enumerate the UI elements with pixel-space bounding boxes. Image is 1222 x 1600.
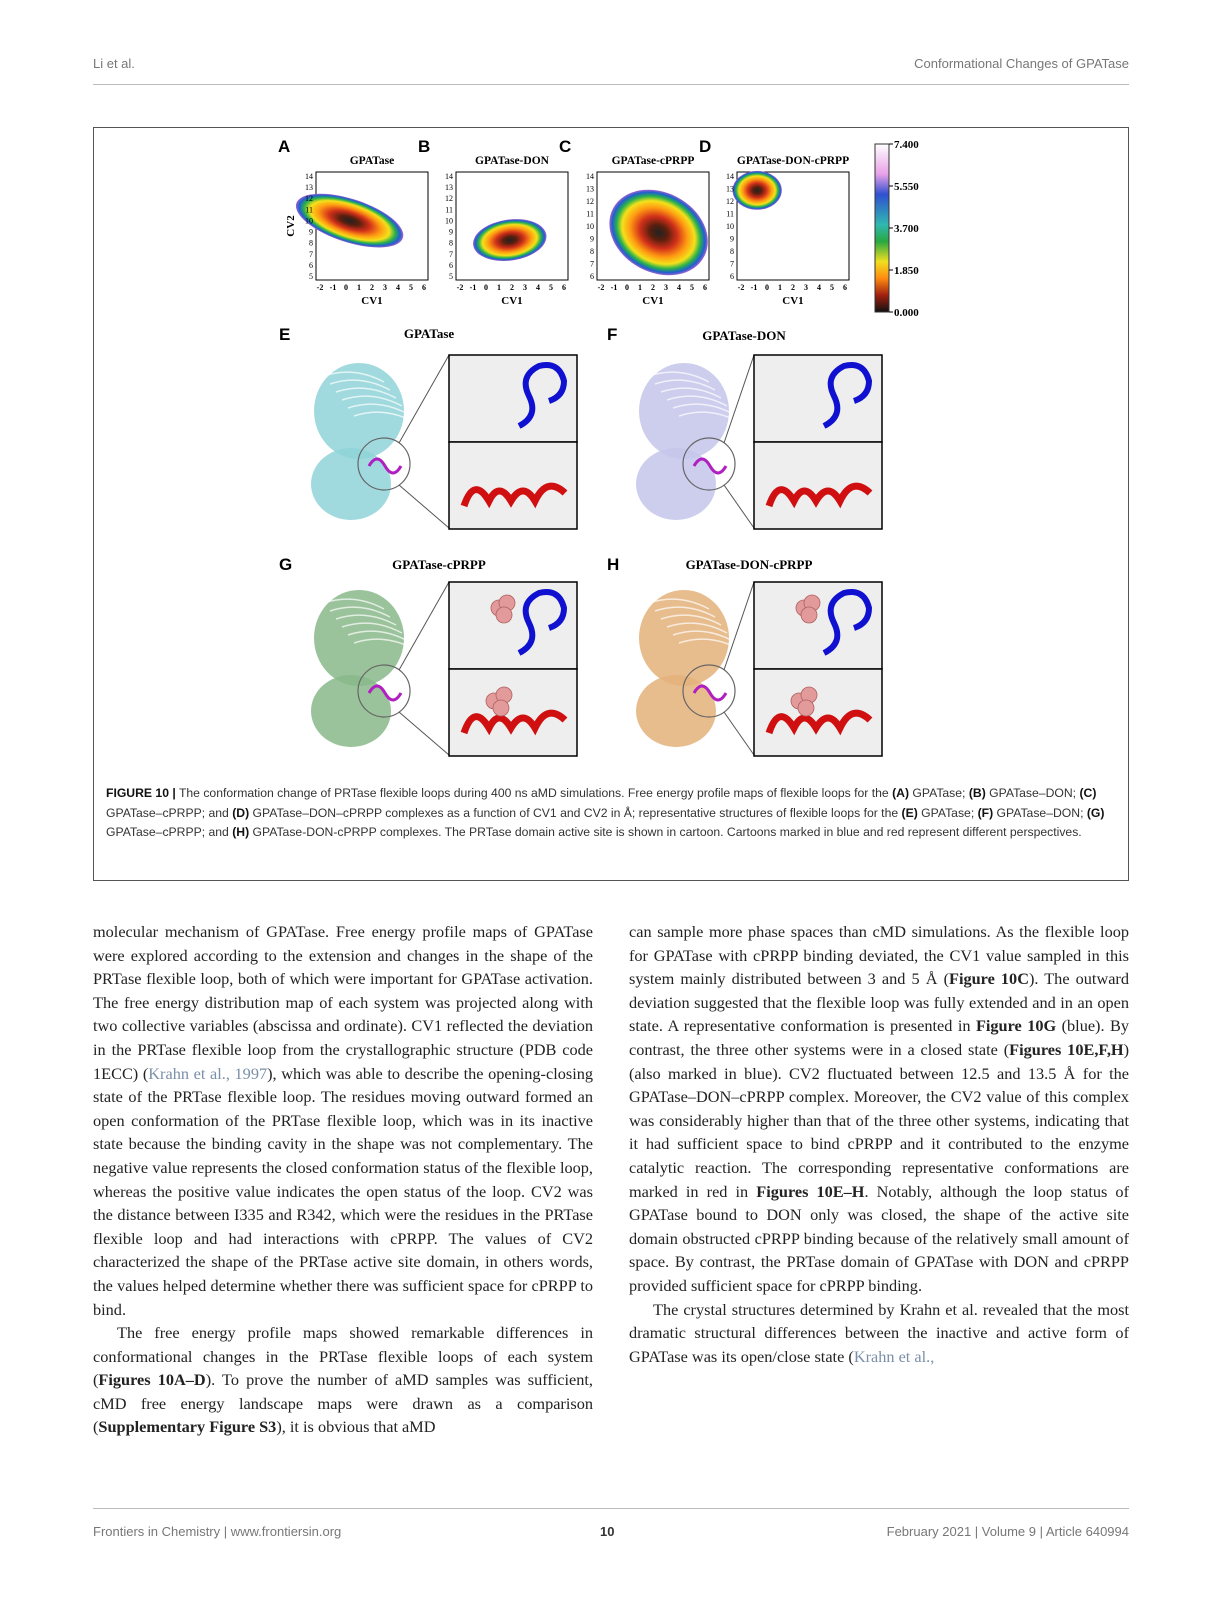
colorbar-tick-label: 1.850 [894,265,919,277]
y-tick-label: 11 [445,205,453,215]
inset-blue [754,355,882,442]
y-tick-label: 6 [309,260,313,270]
body-column-left [93,920,593,1439]
y-tick-label: 12 [586,197,594,206]
structure-panel-h [607,555,882,756]
x-tick-label: 0 [484,283,488,292]
y-tick-label: 14 [305,172,313,181]
ligand-sphere [798,700,814,716]
protein-cartoon [636,590,739,747]
fe-panel-d [699,137,849,307]
structure-panel-f [607,325,882,529]
y-tick-label: 13 [726,184,734,194]
y-tick-label: 11 [305,205,313,215]
x-tick-label: 1 [778,283,782,292]
figure-caption: FIGURE 10 | The conformation change of PRTase flexible loops during 400 ns aMD simulations. Free energy profile maps of flexible loops for the (A) GPATase; (B) GPATase–DON; (C) GPATase–cPRPP; and (D) GPATase–DON–cPRPP complexes as a function of CV1 and CV2 in Å; representative structures of flexible loops for the (E) GPATase; (F) GPATase–DON; (G) GPATase–cPRPP; and (H) GPATase-DON-cPRPP complexes. The PRTase domain active site is shown in cartoon. Cartoons marked in blue and red represent different perspectives. [106,786,1105,839]
citation-link[interactable]: Krahn et al., 1997 [148,1063,268,1083]
figure-ref[interactable]: Figures 10E–H [756,1181,865,1201]
structure-panel-g [279,555,577,756]
x-tick-label: 4 [677,283,681,292]
y-tick-label: 14 [586,172,594,181]
y-tick-label: 10 [586,222,594,231]
x-axis-label: CV1 [361,295,383,307]
protein-cartoon [311,363,414,520]
inset-blue [449,582,577,669]
figure-ref[interactable]: Figure 10G [975,1016,1057,1036]
panel-title: GPATase [349,155,395,167]
y-tick-label: 8 [309,238,313,248]
y-tick-label: 8 [730,247,734,256]
x-tick-label: 6 [422,283,426,292]
x-axis-label: CV1 [501,295,523,307]
x-tick-label: -1 [469,283,477,292]
panel-title: GPATase [403,326,455,341]
x-tick-label: 3 [523,283,527,292]
y-tick-label: 8 [590,247,594,256]
colorbar-tick-label: 5.550 [894,181,919,193]
ligand-sphere [801,607,817,623]
y-tick-label: 8 [449,238,453,248]
panel-letter: E [279,325,291,344]
paragraph: The free energy profile maps showed remarkable differences in conformational changes in the PRTase flexible loops of each system (Figures 10A–D). To prove the number of aMD samples was sufficient, cMD free energy landscape maps were drawn as a comparison (Supplementary Figure S3), it is obvious that aMD [93,1323,594,1437]
colorbar-tick-label: 3.700 [894,223,919,235]
x-tick-label: 2 [510,283,514,292]
y-tick-label: 6 [590,272,594,281]
x-tick-label: 4 [817,283,821,292]
x-tick-label: 1 [497,283,501,292]
x-tick-label: -1 [610,283,618,292]
y-tick-label: 12 [305,194,313,204]
y-tick-label: 11 [586,209,594,219]
energy-basin [733,171,782,210]
figure-10-graphic [94,128,1130,778]
panel-title: GPATase-DON-cPRPP [736,155,850,167]
caption-label: FIGURE 10 | [106,786,176,800]
x-tick-label: 0 [765,283,769,292]
panel-letter: G [279,555,293,574]
x-tick-label: 3 [383,283,387,292]
x-tick-label: 4 [536,283,540,292]
y-tick-label: 10 [726,222,734,231]
colorbar [875,144,889,312]
inset-red [754,669,882,756]
y-tick-label: 12 [445,194,453,204]
x-tick-label: 2 [370,283,374,292]
panel-title: GPATase-DON [475,155,549,167]
x-axis-label: CV1 [782,295,804,307]
body-column-right [629,920,1129,1368]
x-tick-label: 4 [396,283,400,292]
x-tick-label: 6 [562,283,566,292]
y-tick-label: 7 [449,249,453,259]
x-tick-label: 2 [791,283,795,292]
x-tick-label: 6 [703,283,707,292]
colorbar-tick-label: 0.000 [894,307,919,319]
y-tick-label: 7 [309,249,313,259]
x-tick-label: 5 [409,283,413,292]
inset-blue [449,355,577,442]
footer-rule [93,1508,1129,1509]
x-tick-label: -1 [329,283,337,292]
x-tick-label: -2 [597,283,605,292]
y-tick-label: 10 [445,216,453,226]
inset-blue [754,582,882,669]
figure-ref[interactable]: Supplementary Figure S3 [98,1417,277,1437]
panel-letter: H [607,555,620,574]
y-tick-label: 13 [445,183,453,193]
ligand-sphere [493,700,509,716]
y-tick-label: 6 [730,272,734,281]
y-tick-label: 6 [449,260,453,270]
panel-letter: D [699,137,712,156]
paragraph: The crystal structures determined by Krahn et al. revealed that the most dramatic structural differences between the inactive and active form of GPATase was its open/close state (Krahn et al., [629,1299,1129,1366]
x-tick-label: 1 [357,283,361,292]
x-tick-label: 3 [804,283,808,292]
y-tick-label: 9 [309,227,313,237]
x-tick-label: -2 [737,283,745,292]
panel-letter: C [559,137,572,156]
colorbar-tick-label: 7.400 [894,139,919,151]
fe-panel-a [278,137,431,307]
y-tick-label: 5 [449,272,453,281]
footer-issue: February 2021 | Volume 9 | Article 640994 [886,1524,1129,1539]
x-tick-label: 0 [344,283,348,292]
y-tick-label: 14 [445,172,453,181]
panel-title: GPATase-cPRPP [611,155,695,167]
figure-ref[interactable]: Figures 10E,F,H [1009,1039,1124,1059]
fe-panel-c [559,137,723,307]
ligand-sphere [496,607,512,623]
y-tick-label: 9 [449,227,453,237]
panel-letter: B [418,137,431,156]
x-tick-label: -2 [456,283,464,292]
paragraph: can sample more phase spaces than cMD simulations. As the flexible loop for GPATase with cPRPP binding deviated, the CV1 value sampled in this system mainly distributed between 3 and 5 Å (Figure 10C). The outward deviation suggested that the flexible loop was fully extended and in an open state. A representative conformation is presented in Figure 10G (blue). By contrast, the three other systems were in a closed state (Figures 10E,F,H) (also marked in blue). CV2 fluctuated between 12.5 and 13.5 Å for the GPATase–DON–cPRPP complex. Moreover, the CV2 value of this complex was considerably higher than that of the three other systems, indicating that it had sufficient space to bind cPRPP and it contributed to the enzyme catalytic reaction. The corresponding representative conformations are marked in red in Figures 10E–H. Notably, although the loop status of GPATase bound to DON only was closed, the shape of the active site domain obstructed cPRPP binding because of the relatively small amount of space. By contrast, the PRTase domain of GPATase with DON and cPRPP provided sufficient space for cPRPP binding. [629,922,1130,1295]
y-tick-label: 5 [309,272,313,281]
x-tick-label: -1 [750,283,758,292]
panel-title: GPATase-DON [702,328,786,343]
x-tick-label: 1 [638,283,642,292]
x-tick-label: 0 [625,283,629,292]
protein-cartoon [636,363,739,520]
figure-ref[interactable]: Figures 10A–D [98,1370,206,1390]
x-tick-label: 6 [843,283,847,292]
panel-title: GPATase-DON-cPRPP [685,557,813,572]
x-tick-label: 5 [549,283,553,292]
y-tick-label: 9 [590,234,594,244]
structure-panel-e [279,325,577,529]
running-head-title: Conformational Changes of GPATase [914,56,1129,71]
paragraph: molecular mechanism of GPATase. Free energy profile maps of GPATase were explored according to the extension and changes in the shape of the PRTase flexible loop, both of which were important for GPATase activation. The free energy distribution map of each system was projected along with two collective variables (abscissa and ordinate). CV1 reflected the deviation in the PRTase flexible loop from the crystallographic structure (PDB code 1ECC) (Krahn et al., 1997), which was able to describe the opening-closing state of the PRTase flexible loop. The residues moving outward formed an open conformation of the PRTase flexible loop, which was in its inactive state because the binding cavity in the shape was not complementary. The negative value represents the closed conformation status of the flexible loop, whereas the positive value indicates the open status of the loop. CV2 was the distance between I335 and R342, which were the residues in the PRTase flexible loop and had interactions with cPRPP. The values of CV2 characterized the shape of the PRTase active site domain, in others words, the values helped determine whether there was sufficient space for cPRPP to bind. [93,922,593,1319]
panel-letter: F [607,325,618,344]
running-head-authors: Li et al. [93,56,135,71]
y-tick-label: 11 [726,209,734,219]
y-tick-label: 10 [305,216,313,226]
y-tick-label: 7 [590,259,594,269]
x-tick-label: 5 [830,283,834,292]
panel-title: GPATase-cPRPP [392,557,486,572]
figure-10 [93,127,1129,881]
footer-journal: Frontiers in Chemistry | www.frontiersin.org [93,1524,342,1539]
x-tick-label: -2 [316,283,324,292]
y-tick-label: 9 [730,234,734,244]
y-tick-label: 13 [586,184,594,194]
y-tick-label: 13 [305,183,313,193]
x-tick-label: 5 [690,283,694,292]
figure-ref[interactable]: Figure 10C [949,969,1029,989]
inset-red [449,442,577,529]
citation-link[interactable]: Krahn et al., [853,1346,935,1366]
x-axis-label: CV1 [642,295,664,307]
x-tick-label: 2 [651,283,655,292]
inset-red [754,442,882,529]
x-tick-label: 3 [664,283,668,292]
y-tick-label: 7 [730,259,734,269]
y-tick-label: 12 [726,197,734,206]
panel-letter: A [278,137,291,156]
page-number: 10 [600,1524,615,1539]
inset-red [449,669,577,756]
protein-cartoon [311,590,414,747]
header-rule [93,84,1129,85]
fe-panel-b [418,137,568,307]
y-axis-label: CV2 [285,215,297,237]
y-tick-label: 14 [726,172,734,181]
